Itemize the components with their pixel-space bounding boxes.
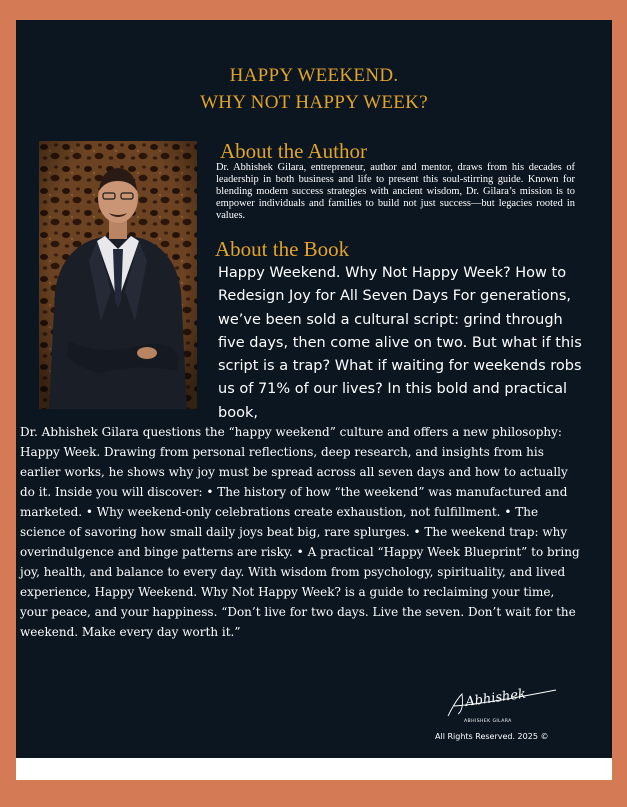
bottom-strip: [16, 758, 612, 780]
book-cover-page: [16, 20, 612, 780]
about-book-heading: About the Book: [215, 237, 350, 261]
signature: [444, 680, 564, 722]
about-book-body: Dr. Abhishek Gilara questions the “happy weekend” culture and offers a new philosophy: Happy Week. Drawing from personal reflections, deep research, and insights from his earlier works, he shows why joy must be spread across all seven days and how to actually do it. Inside you will discover: • The history of how “the weekend” was manufactured and marketed. • Why weekend-only celebrations create exhaustion, not fulfillment. • The science of savoring how small daily joys beat big, rare splurges. • The weekend trap: why overindulgence and binge patterns are risky. • A practical “Happy Week Blueprint” to bring joy, health, and balance to every day. With wisdom from psychology, spirituality, and lived experience, Happy Weekend. Why Not Happy Week? is a guide to reclaiming your time, your peace, and your happiness. “Don’t live for two days. Live the seven. Don’t wait for the weekend. Make every day worth it.”: [20, 425, 580, 639]
about-author-heading: About the Author: [220, 139, 367, 163]
copyright-notice: All Rights Reserved. 2025 ©: [435, 732, 549, 741]
author-photo: [39, 141, 197, 409]
book-title: [16, 62, 612, 116]
about-book-intro: Happy Weekend. Why Not Happy Week? How to Redesign Joy for All Seven Days For generations, we’ve been sold a cultural script: grind through five days, then come alive on two. But what if this script is a trap? What if waiting for weekends robs us of 71% of our lives? In this bold and practical book,: [218, 265, 582, 421]
signature-name: ABHISHEK GILARA: [464, 719, 512, 724]
about-author-text: Dr. Abhishek Gilara, entrepreneur, author and mentor, draws from his decades of leadership in both business and life to present this soul-stirring guide. Known for blending modern success strategies with ancient wisdom, Dr. Gilara’s mission is to empower individuals and families to build not just success—but legacies rooted in values.: [216, 162, 575, 221]
title-line-2: WHY NOT HAPPY WEEK?: [200, 92, 428, 113]
title-line-1: HAPPY WEEKEND.: [229, 65, 399, 86]
signature-script: Abhishek: [464, 686, 527, 710]
